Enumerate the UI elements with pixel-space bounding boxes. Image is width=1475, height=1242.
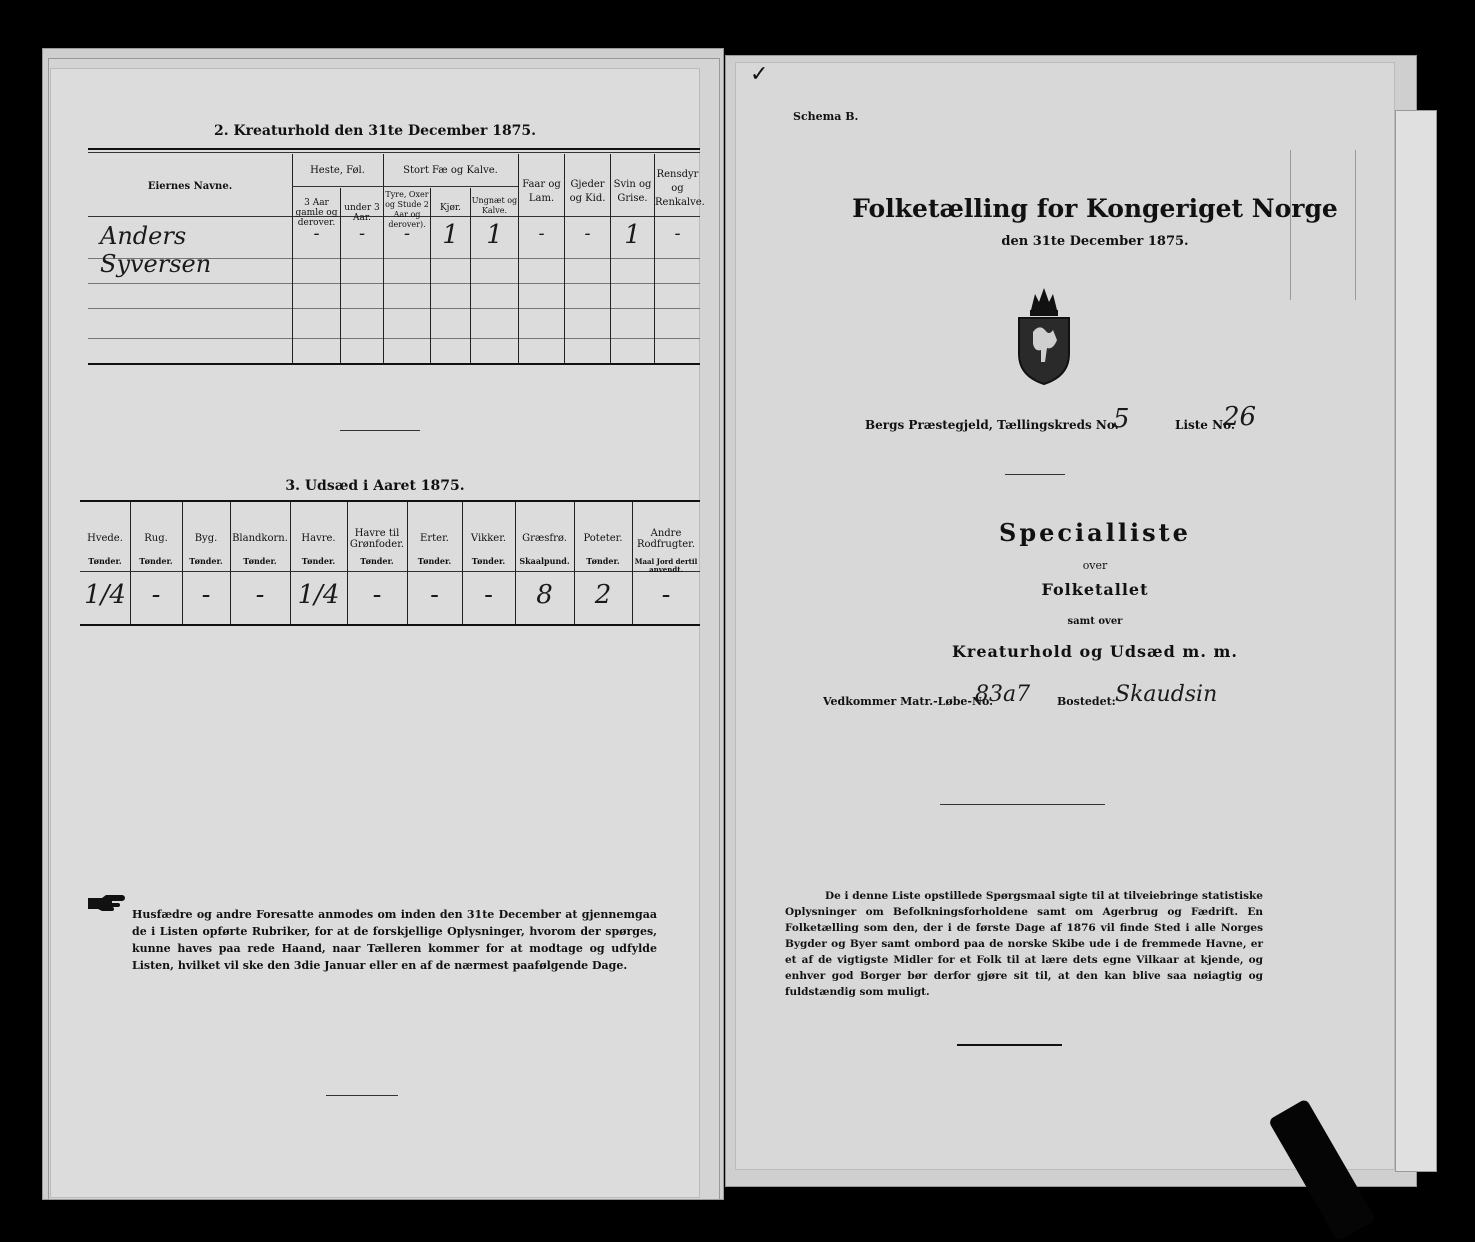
seed-col-name: Hvede. — [87, 533, 123, 544]
left-page — [50, 68, 705, 1198]
row-value: - — [538, 223, 545, 244]
owner-name: Anders Syversen — [100, 222, 212, 278]
col-header: Tyre, Oxer og Stude 2 Aar og derover). — [385, 190, 429, 229]
seed-col-name: Erter. — [420, 533, 449, 544]
col-header: Kjør. — [439, 203, 462, 213]
bosted-label: Bostedet: — [1057, 695, 1116, 708]
row-value: - — [674, 223, 681, 244]
separator — [940, 804, 1105, 805]
check-mark-icon: ✓ — [750, 62, 769, 87]
table2-row-rule — [88, 338, 700, 339]
separator — [1005, 474, 1065, 475]
table2-top-rule-thin — [88, 152, 700, 153]
seed-col-name: Poteter. — [583, 533, 623, 544]
kreaturhold-label: Kreaturhold og Udsæd m. m. — [952, 642, 1238, 661]
owner-header: Eiernes Navne. — [147, 181, 233, 192]
folketallet-label: Folketallet — [1041, 580, 1149, 599]
seed-value: - — [430, 580, 439, 610]
table2-row-rule — [88, 283, 700, 284]
seed-value: 2 — [594, 580, 612, 610]
specialliste-title: Specialliste — [999, 518, 1191, 547]
district-label: Bergs Præstegjeld, Tællingskreds No. — [865, 418, 1119, 432]
seed-value: - — [661, 580, 671, 610]
liste-label: Liste No. — [1175, 418, 1236, 432]
seed-col-unit: Tønder. — [417, 556, 452, 566]
pointing-hand-icon — [86, 894, 128, 914]
section2-title: 2. Kreaturhold den 31te December 1875. — [213, 123, 537, 139]
col-header: Rensdyr og Renkalve. — [655, 169, 705, 208]
table3-header-rule — [80, 571, 700, 572]
bleed-line — [1355, 150, 1356, 300]
row-value: - — [403, 223, 411, 244]
seed-value: - — [201, 580, 211, 610]
col-header: 3 Aar gamle og derover. — [295, 198, 338, 228]
row-value: - — [358, 223, 366, 244]
col-header: Svin og Grise. — [613, 179, 652, 204]
table2-group-rule — [292, 186, 518, 187]
footer-rule — [326, 1095, 398, 1096]
seed-col-unit: Tønder. — [243, 556, 277, 566]
seed-col-unit: Tønder. — [471, 556, 506, 566]
seed-col-unit: Skaalpund. — [519, 556, 570, 566]
heste-group-header: Heste, Føl. — [310, 165, 365, 176]
seed-value: - — [255, 580, 265, 610]
row-value: - — [584, 223, 591, 244]
row-value: 1 — [486, 220, 503, 250]
col-header: Ungnæt og Kalve. — [471, 196, 518, 215]
bosted-value: Skaudsin — [1115, 682, 1218, 707]
over-label: over — [1082, 559, 1108, 572]
seed-value: 1/4 — [84, 580, 126, 610]
seed-value: - — [151, 580, 161, 610]
seed-col-name: Havre til Grønfoder. — [349, 528, 405, 550]
table3-bottom-rule — [80, 624, 700, 626]
subtitle: den 31te December 1875. — [1001, 234, 1189, 249]
schema-label: Schema B. — [793, 110, 859, 123]
col-header: under 3 Aar. — [344, 203, 380, 223]
table2-top-rule — [88, 148, 700, 150]
seed-col-unit: Tønder. — [360, 556, 394, 566]
section3-title: 3. Udsæd i Aaret 1875. — [285, 478, 465, 494]
row-value: 1 — [624, 220, 641, 250]
page-edges-right — [1395, 110, 1437, 1172]
samt-over-label: samt over — [1067, 616, 1123, 627]
norway-coat-of-arms-icon — [1013, 284, 1075, 386]
table2-bottom-rule — [88, 363, 700, 365]
col-header: Faar og Lam. — [522, 179, 561, 204]
liste-no: 26 — [1223, 402, 1257, 432]
row-value: 1 — [442, 220, 459, 250]
kreds-no: 5 — [1113, 404, 1130, 434]
instruction-note: Husfædre og andre Foresatte anmodes om inden den 31te December at gjennemgaa de i Listen opførte Rubriker, for at de forskjellige Oplysninger, hvorom der spørges, kunne haves paa rede Haand, naar Tælleren kommer for at modtage og udfylde Listen, hvilket vil ske den 3die Januar eller en af de nærmest paafølgende Dage. — [132, 908, 657, 972]
seed-value: - — [372, 580, 382, 610]
seed-col-name: Andre Rodfrugter. — [636, 528, 696, 550]
table2-row-rule — [88, 308, 700, 309]
row-value: - — [313, 223, 320, 244]
separator — [340, 430, 420, 431]
main-title: Folketælling for Kongeriget Norge — [852, 194, 1338, 223]
seed-col-unit: Tønder. — [88, 556, 122, 566]
stortfae-group-header: Stort Fæ og Kalve. — [403, 165, 498, 176]
seed-col-name: Byg. — [194, 533, 218, 544]
right-page — [735, 62, 1395, 1170]
seed-col-unit: Maal Jord dertil anvendt. — [634, 557, 698, 574]
seed-value: 8 — [536, 580, 553, 610]
footer-rule — [957, 1044, 1062, 1046]
seed-col-name: Rug. — [144, 533, 168, 544]
seed-col-unit: Tønder. — [139, 556, 173, 566]
seed-col-name: Vikker. — [470, 533, 507, 544]
seed-col-unit: Tønder. — [189, 556, 223, 566]
table2-col-divider — [430, 188, 431, 363]
explanation-paragraph: De i denne Liste opstillede Spørgsmaal sigte til at tilveiebringe statistiske Oplysninger om Befolkningsforholdene samt om Agerbrug og Fædrift. En Folketælling som den, der i de første Dage af 1876 vil finde Sted i alle Norges Bygder og Byer samt ombord paa de norske Skibe ude i de fremmede Havne, er et af de vigtigste Midler for et Folk til at lære dets egne Vilkaar at kjende, og enhver god Borger bør derfor gjøre sit til, at den kan blive saa nøiagtig og fuldstændig som muligt. — [785, 890, 1263, 998]
matr-label: Vedkommer Matr.-Løbe-No. — [823, 695, 993, 708]
seed-value: 1/4 — [297, 580, 340, 610]
col-header: Gjeder og Kid. — [569, 179, 606, 204]
seed-col-name: Græsfrø. — [522, 533, 567, 544]
seed-col-unit: Tønder. — [586, 556, 620, 566]
table3-top-rule — [80, 500, 700, 502]
seed-col-name: Havre. — [301, 533, 336, 544]
seed-col-name: Blandkorn. — [232, 533, 288, 544]
seed-value: - — [484, 580, 493, 610]
bleed-line — [1290, 150, 1291, 300]
matr-no: 83a7 — [975, 682, 1031, 707]
seed-col-unit: Tønder. — [301, 556, 336, 566]
